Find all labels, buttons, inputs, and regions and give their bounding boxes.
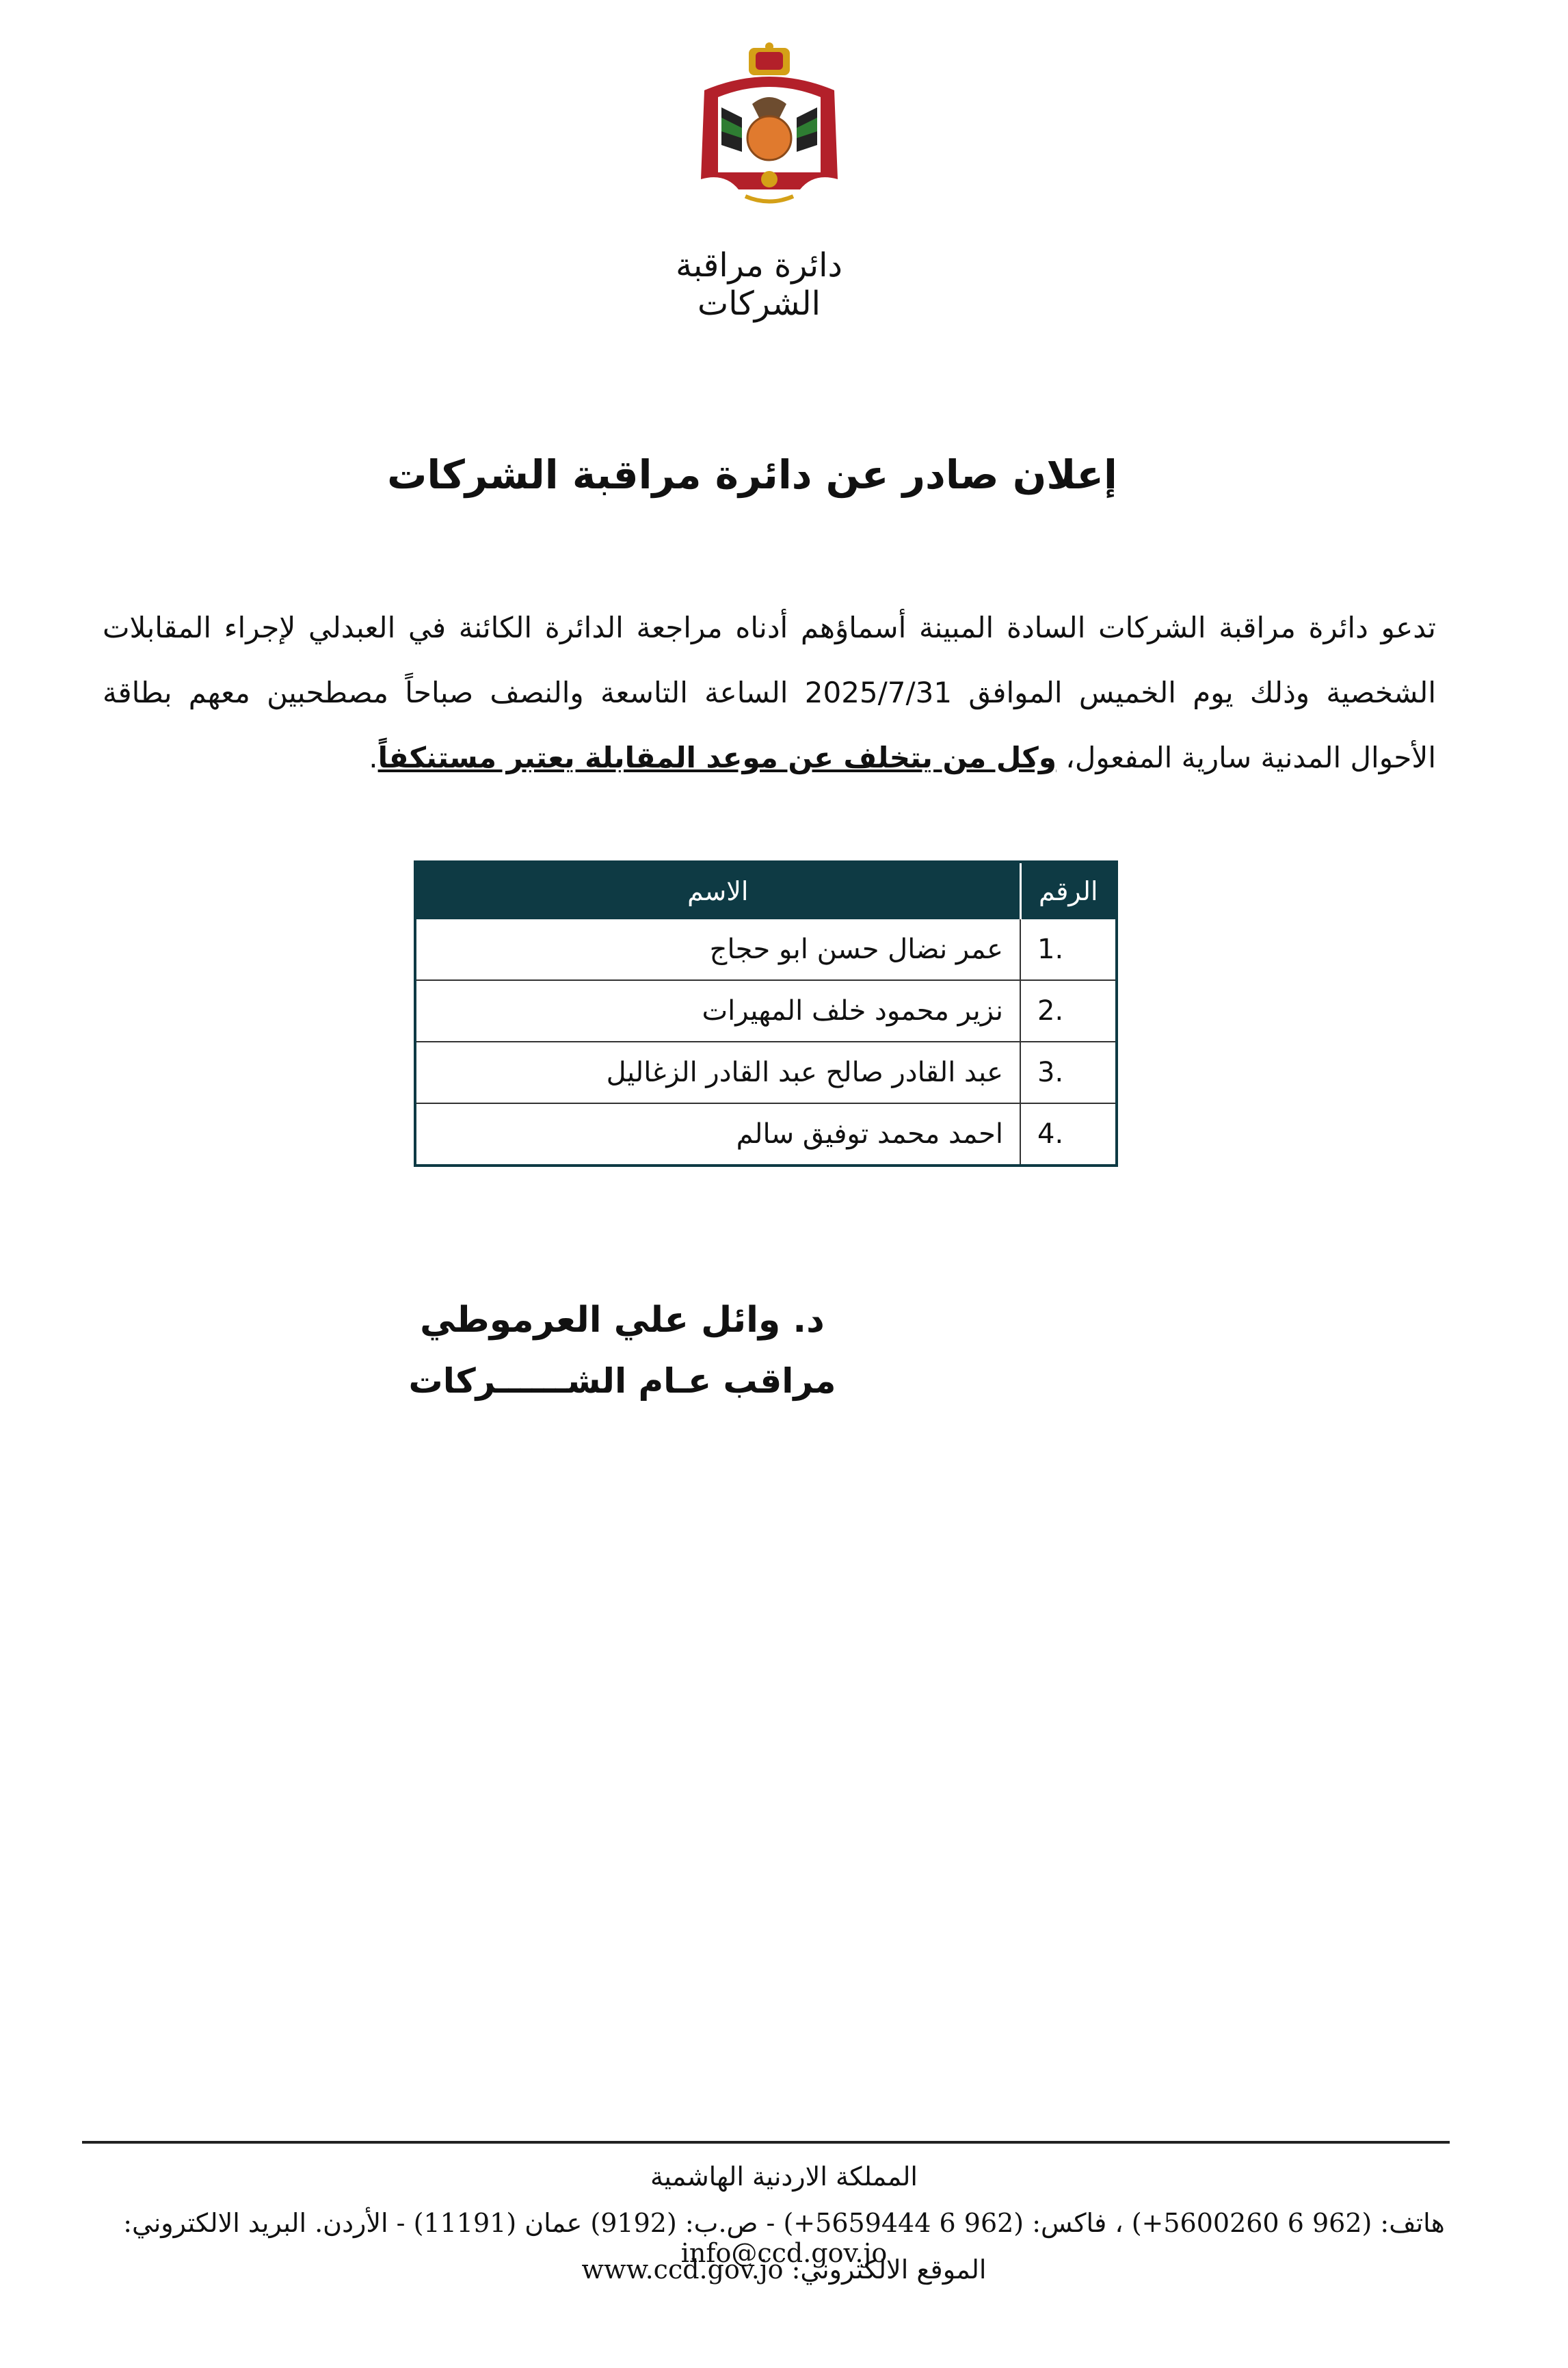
footer-divider (82, 2141, 1450, 2144)
footer-country: المملكة الاردنية الهاشمية (650, 2161, 918, 2192)
table-row (415, 980, 1117, 1042)
body-main-text: تدعو دائرة مراقبة الشركات السادة المبينة أسماؤهم أدناه مراجعة الدائرة الكائنة في العبدلي لإجراء المقابلات الشخصية وذلك يوم الخميس الموافق 2025/7/31 الساعة التاسعة والنصف صباحاً مصطحبين معهم بطاقة الأحوال المدنية سارية المفعول، (103, 611, 1436, 774)
body-end-punctuation: . (369, 741, 378, 774)
table-header-row (415, 862, 1117, 919)
row-name: نزير محمود خلف المهيرات (415, 980, 1020, 1042)
row-number: 4. (1020, 1103, 1117, 1166)
candidates-table (414, 860, 1118, 1167)
row-name: احمد محمد توفيق سالم (415, 1103, 1020, 1166)
announcement-title: إعلان صادر عن دائرة مراقبة الشركات (387, 451, 1117, 498)
footer-contact: هاتف: (962 6 5600260+) ، فاكس: (962 6 5659444+) - ص.ب: (9192) عمان (11191) - الأردن. البريد الالكتروني: info@ccd.gov.jo (123, 2208, 1445, 2268)
announcement-body (103, 595, 1436, 790)
body-emphasis-text: وكل من يتخلف عن موعد المقابلة يعتبر مستنكفاً (377, 741, 1057, 774)
row-number: 2. (1020, 980, 1117, 1042)
row-number: 1. (1020, 919, 1117, 980)
row-number: 3. (1020, 1042, 1117, 1103)
header-name: الاسم (415, 862, 1020, 919)
table-row (415, 1103, 1117, 1166)
row-name: عبد القادر صالح عبد القادر الزغاليل (415, 1042, 1020, 1103)
signatory-name: د. وائل علي العرموطي (420, 1300, 825, 1341)
coat-of-arms-emblem (691, 42, 848, 220)
footer-website: الموقع الالكتروني: www.ccd.gov.jo (581, 2254, 987, 2285)
signatory-title: مراقب عـام الشــــــركات (408, 1361, 836, 1401)
row-name: عمر نضال حسن ابو حجاج (415, 919, 1020, 980)
department-signature: دائرة مراقبة الشركات (676, 246, 842, 323)
header-number: الرقم (1020, 862, 1117, 919)
table-row (415, 919, 1117, 980)
table-row (415, 1042, 1117, 1103)
